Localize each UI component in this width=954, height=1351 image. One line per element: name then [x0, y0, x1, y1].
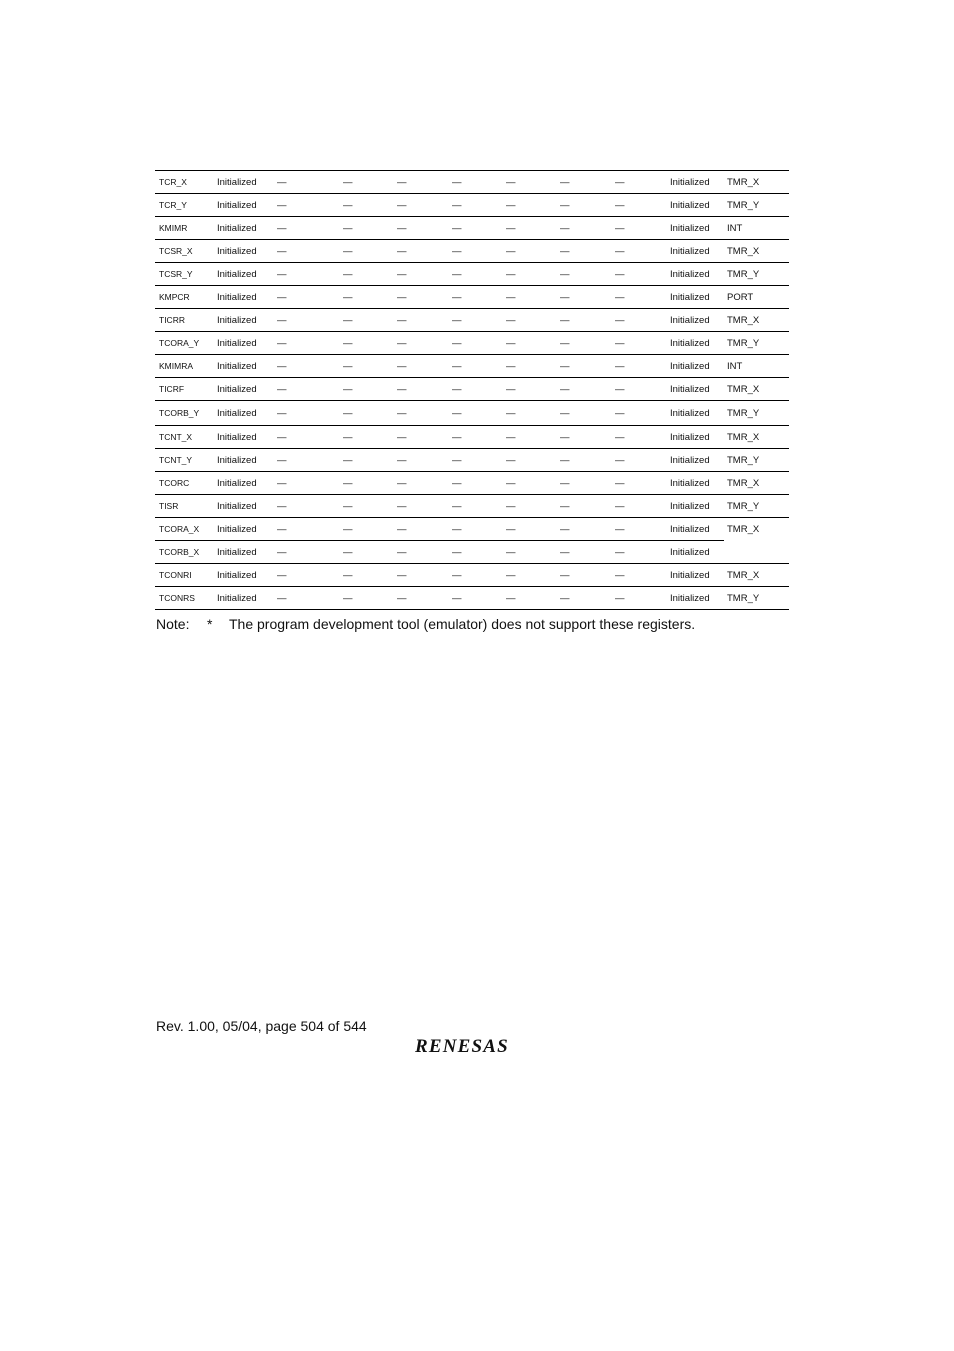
table-note: [156, 616, 695, 632]
state-dash-cell: —: [452, 454, 462, 466]
state-dash-cell: —: [452, 407, 462, 419]
state-dash-cell: —: [506, 569, 516, 581]
state-dash-cell: —: [343, 245, 353, 257]
state-dash-cell: —: [343, 383, 353, 395]
state-dash-cell: —: [343, 268, 353, 280]
state-dash-cell: —: [343, 176, 353, 188]
state-dash-cell: —: [560, 176, 570, 188]
state-dash-cell: —: [560, 569, 570, 581]
state-dash-cell: —: [343, 314, 353, 326]
state-dash-cell: —: [506, 477, 516, 489]
state-dash-cell: —: [277, 546, 287, 558]
register-name-cell: TCORA_Y: [159, 338, 200, 348]
state-initialized-cell: Initialized: [670, 245, 710, 257]
state-dash-cell: —: [615, 222, 625, 234]
register-name-cell: TISR: [159, 501, 179, 511]
note-text: The program development tool (emulator) does not support these registers.: [229, 616, 696, 632]
register-name-cell: TCSR_X: [159, 246, 193, 256]
state-dash-cell: —: [506, 199, 516, 211]
state-initialized-cell: Initialized: [670, 546, 710, 558]
state-dash-cell: —: [615, 407, 625, 419]
state-dash-cell: —: [560, 199, 570, 211]
reset-state-cell: Initialized: [217, 291, 257, 303]
register-name-cell: TCONRS: [159, 593, 195, 603]
state-dash-cell: —: [615, 291, 625, 303]
state-dash-cell: —: [343, 569, 353, 581]
module-cell: TMR_Y: [727, 337, 760, 349]
state-dash-cell: —: [277, 592, 287, 604]
state-dash-cell: —: [277, 291, 287, 303]
state-dash-cell: —: [277, 500, 287, 512]
state-dash-cell: —: [560, 500, 570, 512]
state-dash-cell: —: [560, 518, 615, 541]
note-label: Note:: [156, 616, 190, 632]
state-dash-cell: —: [560, 314, 570, 326]
state-dash-cell: —: [277, 314, 287, 326]
state-dash-cell: —: [452, 291, 462, 303]
module-cell: TMR_Y: [727, 500, 760, 512]
state-dash-cell: —: [615, 176, 625, 188]
state-dash-cell: —: [615, 383, 625, 395]
state-dash-cell: —: [397, 314, 407, 326]
state-initialized-cell: Initialized: [670, 383, 710, 395]
state-dash-cell: —: [277, 407, 287, 419]
renesas-logo-mark: [413, 1035, 533, 1057]
state-dash-cell: —: [397, 291, 407, 303]
table-row: [155, 518, 789, 541]
state-initialized-cell: Initialized: [670, 360, 710, 372]
state-dash-cell: —: [506, 383, 516, 395]
renesas-logo: [413, 1035, 533, 1062]
state-initialized-cell: Initialized: [670, 518, 724, 541]
state-dash-cell: —: [506, 222, 516, 234]
state-dash-cell: —: [452, 360, 462, 372]
state-dash-cell: —: [343, 431, 353, 443]
state-dash-cell: —: [506, 245, 516, 257]
state-dash-cell: —: [615, 337, 625, 349]
state-initialized-cell: Initialized: [670, 500, 710, 512]
state-dash-cell: —: [277, 268, 287, 280]
state-dash-cell: —: [277, 454, 287, 466]
state-dash-cell: —: [560, 222, 570, 234]
state-dash-cell: —: [452, 268, 462, 280]
state-dash-cell: —: [452, 245, 462, 257]
table-row: [155, 309, 789, 332]
table-row: [155, 472, 789, 495]
state-dash-cell: —: [452, 176, 462, 188]
register-name-cell: KMIMRA: [159, 361, 193, 371]
module-cell: TMR_Y: [727, 454, 760, 466]
reset-state-cell: Initialized: [217, 245, 257, 257]
state-dash-cell: —: [397, 199, 407, 211]
reset-state-cell: Initialized: [217, 546, 257, 558]
state-dash-cell: —: [560, 454, 570, 466]
state-dash-cell: —: [277, 477, 287, 489]
state-dash-cell: —: [560, 546, 570, 558]
module-cell: TMR_X: [727, 477, 760, 489]
register-name-cell: TCORA_X: [155, 518, 217, 541]
table-row: [155, 332, 789, 355]
state-dash-cell: —: [343, 407, 353, 419]
module-cell: TMR_X: [727, 383, 760, 395]
module-cell: TMR_Y: [727, 268, 760, 280]
state-dash-cell: —: [615, 477, 625, 489]
state-dash-cell: —: [397, 477, 407, 489]
state-dash-cell: —: [397, 245, 407, 257]
reset-state-cell: Initialized: [217, 268, 257, 280]
state-dash-cell: —: [452, 383, 462, 395]
table-row: [155, 286, 789, 309]
module-cell: TMR_X: [727, 314, 760, 326]
state-dash-cell: —: [343, 337, 353, 349]
reset-state-cell: Initialized: [217, 383, 257, 395]
state-initialized-cell: Initialized: [670, 291, 710, 303]
state-dash-cell: —: [277, 176, 287, 188]
state-dash-cell: —: [452, 546, 462, 558]
table-row: [155, 378, 789, 401]
state-dash-cell: —: [277, 569, 287, 581]
state-dash-cell: —: [343, 518, 397, 541]
reset-state-cell: Initialized: [217, 314, 257, 326]
state-dash-cell: —: [397, 431, 407, 443]
state-dash-cell: —: [452, 431, 462, 443]
state-dash-cell: —: [397, 383, 407, 395]
state-dash-cell: —: [560, 291, 570, 303]
module-cell: PORT: [727, 291, 754, 303]
state-initialized-cell: Initialized: [670, 407, 710, 419]
state-dash-cell: —: [506, 592, 516, 604]
register-name-cell: TICRF: [159, 384, 185, 394]
state-dash-cell: —: [615, 360, 625, 372]
state-dash-cell: —: [397, 518, 452, 541]
state-dash-cell: —: [452, 592, 462, 604]
module-cell: TMR_Y: [727, 407, 760, 419]
state-dash-cell: —: [277, 199, 287, 211]
table-row: [155, 541, 789, 564]
state-dash-cell: —: [397, 500, 407, 512]
module-cell: TMR_X: [727, 176, 760, 188]
state-dash-cell: —: [343, 199, 353, 211]
module-cell: INT: [727, 222, 743, 234]
reset-state-cell: Initialized: [217, 199, 257, 211]
reset-state-cell: Initialized: [217, 360, 257, 372]
register-name-cell: TCSR_Y: [159, 269, 193, 279]
state-dash-cell: —: [343, 546, 353, 558]
state-dash-cell: —: [615, 592, 625, 604]
reset-state-cell: Initialized: [217, 518, 274, 541]
state-dash-cell: —: [506, 546, 516, 558]
reset-state-cell: Initialized: [217, 477, 257, 489]
register-name-cell: TCONRI: [159, 570, 192, 580]
module-cell: TMR_Y: [727, 199, 760, 211]
register-name-cell: TCR_Y: [159, 200, 187, 210]
state-dash-cell: —: [277, 337, 287, 349]
state-dash-cell: —: [343, 360, 353, 372]
table-row: [155, 194, 789, 217]
state-dash-cell: —: [397, 176, 407, 188]
state-dash-cell: —: [560, 268, 570, 280]
reset-state-cell: Initialized: [217, 431, 257, 443]
state-dash-cell: —: [277, 245, 287, 257]
state-dash-cell: —: [343, 454, 353, 466]
state-dash-cell: —: [397, 407, 407, 419]
register-name-cell: TCNT_X: [159, 432, 193, 442]
state-dash-cell: —: [506, 314, 516, 326]
state-dash-cell: —: [397, 337, 407, 349]
state-dash-cell: —: [560, 360, 570, 372]
state-initialized-cell: Initialized: [670, 569, 710, 581]
register-name-cell: TCR_X: [159, 177, 187, 187]
table-row: [155, 495, 789, 518]
state-dash-cell: —: [615, 431, 625, 443]
reset-state-cell: Initialized: [217, 176, 257, 188]
state-initialized-cell: Initialized: [670, 268, 710, 280]
state-initialized-cell: Initialized: [670, 454, 710, 466]
state-dash-cell: —: [397, 222, 407, 234]
reset-state-cell: Initialized: [217, 569, 257, 581]
reset-state-cell: Initialized: [217, 407, 257, 419]
state-dash-cell: —: [506, 176, 516, 188]
state-dash-cell: —: [615, 268, 625, 280]
state-dash-cell: —: [274, 518, 343, 541]
module-cell: TMR_Y: [727, 592, 760, 604]
state-dash-cell: —: [506, 431, 516, 443]
state-dash-cell: —: [397, 592, 407, 604]
state-dash-cell: —: [397, 569, 407, 581]
state-dash-cell: —: [277, 383, 287, 395]
state-dash-cell: —: [615, 500, 625, 512]
state-dash-cell: —: [615, 199, 625, 211]
state-dash-cell: —: [615, 546, 625, 558]
state-dash-cell: —: [452, 199, 462, 211]
state-dash-cell: —: [615, 569, 625, 581]
state-initialized-cell: Initialized: [670, 222, 710, 234]
state-dash-cell: —: [560, 337, 570, 349]
state-dash-cell: —: [560, 407, 570, 419]
state-dash-cell: —: [452, 518, 506, 541]
state-dash-cell: —: [506, 291, 516, 303]
state-dash-cell: —: [277, 222, 287, 234]
state-dash-cell: —: [615, 314, 625, 326]
table-row: [155, 240, 789, 263]
module-cell: [724, 541, 789, 564]
state-dash-cell: —: [397, 546, 407, 558]
state-dash-cell: —: [343, 592, 353, 604]
state-dash-cell: —: [506, 454, 516, 466]
state-initialized-cell: Initialized: [670, 176, 710, 188]
module-cell: INT: [727, 360, 743, 372]
reset-state-cell: Initialized: [217, 592, 257, 604]
state-initialized-cell: Initialized: [670, 337, 710, 349]
state-dash-cell: —: [397, 268, 407, 280]
state-initialized-cell: Initialized: [670, 592, 710, 604]
state-dash-cell: —: [506, 337, 516, 349]
state-dash-cell: —: [560, 477, 570, 489]
state-dash-cell: —: [343, 291, 353, 303]
register-name-cell: TCORB_Y: [159, 408, 200, 418]
register-name-cell: TCNT_Y: [159, 455, 193, 465]
state-initialized-cell: Initialized: [670, 314, 710, 326]
logo-lettering: RENESAS: [415, 1036, 509, 1057]
state-dash-cell: —: [343, 477, 353, 489]
state-dash-cell: —: [615, 454, 625, 466]
state-dash-cell: —: [452, 500, 462, 512]
state-dash-cell: —: [397, 454, 407, 466]
state-dash-cell: —: [506, 518, 560, 541]
register-name-cell: KMPCR: [159, 292, 190, 302]
page-revision: Rev. 1.00, 05/04, page 504 of 544: [156, 1018, 367, 1034]
register-name-cell: TCORB_X: [159, 547, 200, 557]
state-dash-cell: —: [452, 314, 462, 326]
state-dash-cell: —: [560, 592, 570, 604]
state-dash-cell: —: [277, 431, 287, 443]
module-cell: TMR_X: [727, 569, 760, 581]
register-name-cell: TICRR: [159, 315, 185, 325]
state-dash-cell: —: [343, 500, 353, 512]
table-row: [155, 263, 789, 286]
reset-state-cell: Initialized: [217, 222, 257, 234]
table-row: [155, 171, 789, 194]
reset-state-cell: Initialized: [217, 337, 257, 349]
reset-state-cell: Initialized: [217, 500, 257, 512]
table-row: [155, 587, 789, 610]
table-row: [155, 564, 789, 587]
table-row: [155, 217, 789, 240]
state-dash-cell: —: [615, 518, 670, 541]
state-dash-cell: —: [506, 407, 516, 419]
state-dash-cell: —: [452, 337, 462, 349]
state-dash-cell: —: [277, 360, 287, 372]
table-row: [155, 426, 789, 449]
state-dash-cell: —: [615, 245, 625, 257]
state-initialized-cell: Initialized: [670, 477, 710, 489]
state-dash-cell: —: [560, 383, 570, 395]
table-row: [155, 449, 789, 472]
reset-state-cell: Initialized: [217, 454, 257, 466]
module-cell: TMR_X: [727, 431, 760, 443]
state-dash-cell: —: [506, 360, 516, 372]
state-dash-cell: —: [452, 569, 462, 581]
state-dash-cell: —: [506, 268, 516, 280]
state-dash-cell: —: [452, 222, 462, 234]
state-initialized-cell: Initialized: [670, 199, 710, 211]
note-asterisk: *: [207, 616, 213, 632]
table-row: [155, 355, 789, 378]
table-row: [155, 401, 789, 426]
register-name-cell: KMIMR: [159, 223, 188, 233]
state-dash-cell: —: [560, 431, 570, 443]
register-name-cell: TCORC: [159, 478, 190, 488]
module-cell: TMR_X: [727, 245, 760, 257]
state-initialized-cell: Initialized: [670, 431, 710, 443]
state-dash-cell: —: [343, 222, 353, 234]
state-dash-cell: —: [397, 360, 407, 372]
module-cell: TMR_X: [727, 523, 760, 535]
register-table: [155, 170, 789, 610]
state-dash-cell: —: [452, 477, 462, 489]
state-dash-cell: —: [506, 500, 516, 512]
state-dash-cell: —: [560, 245, 570, 257]
